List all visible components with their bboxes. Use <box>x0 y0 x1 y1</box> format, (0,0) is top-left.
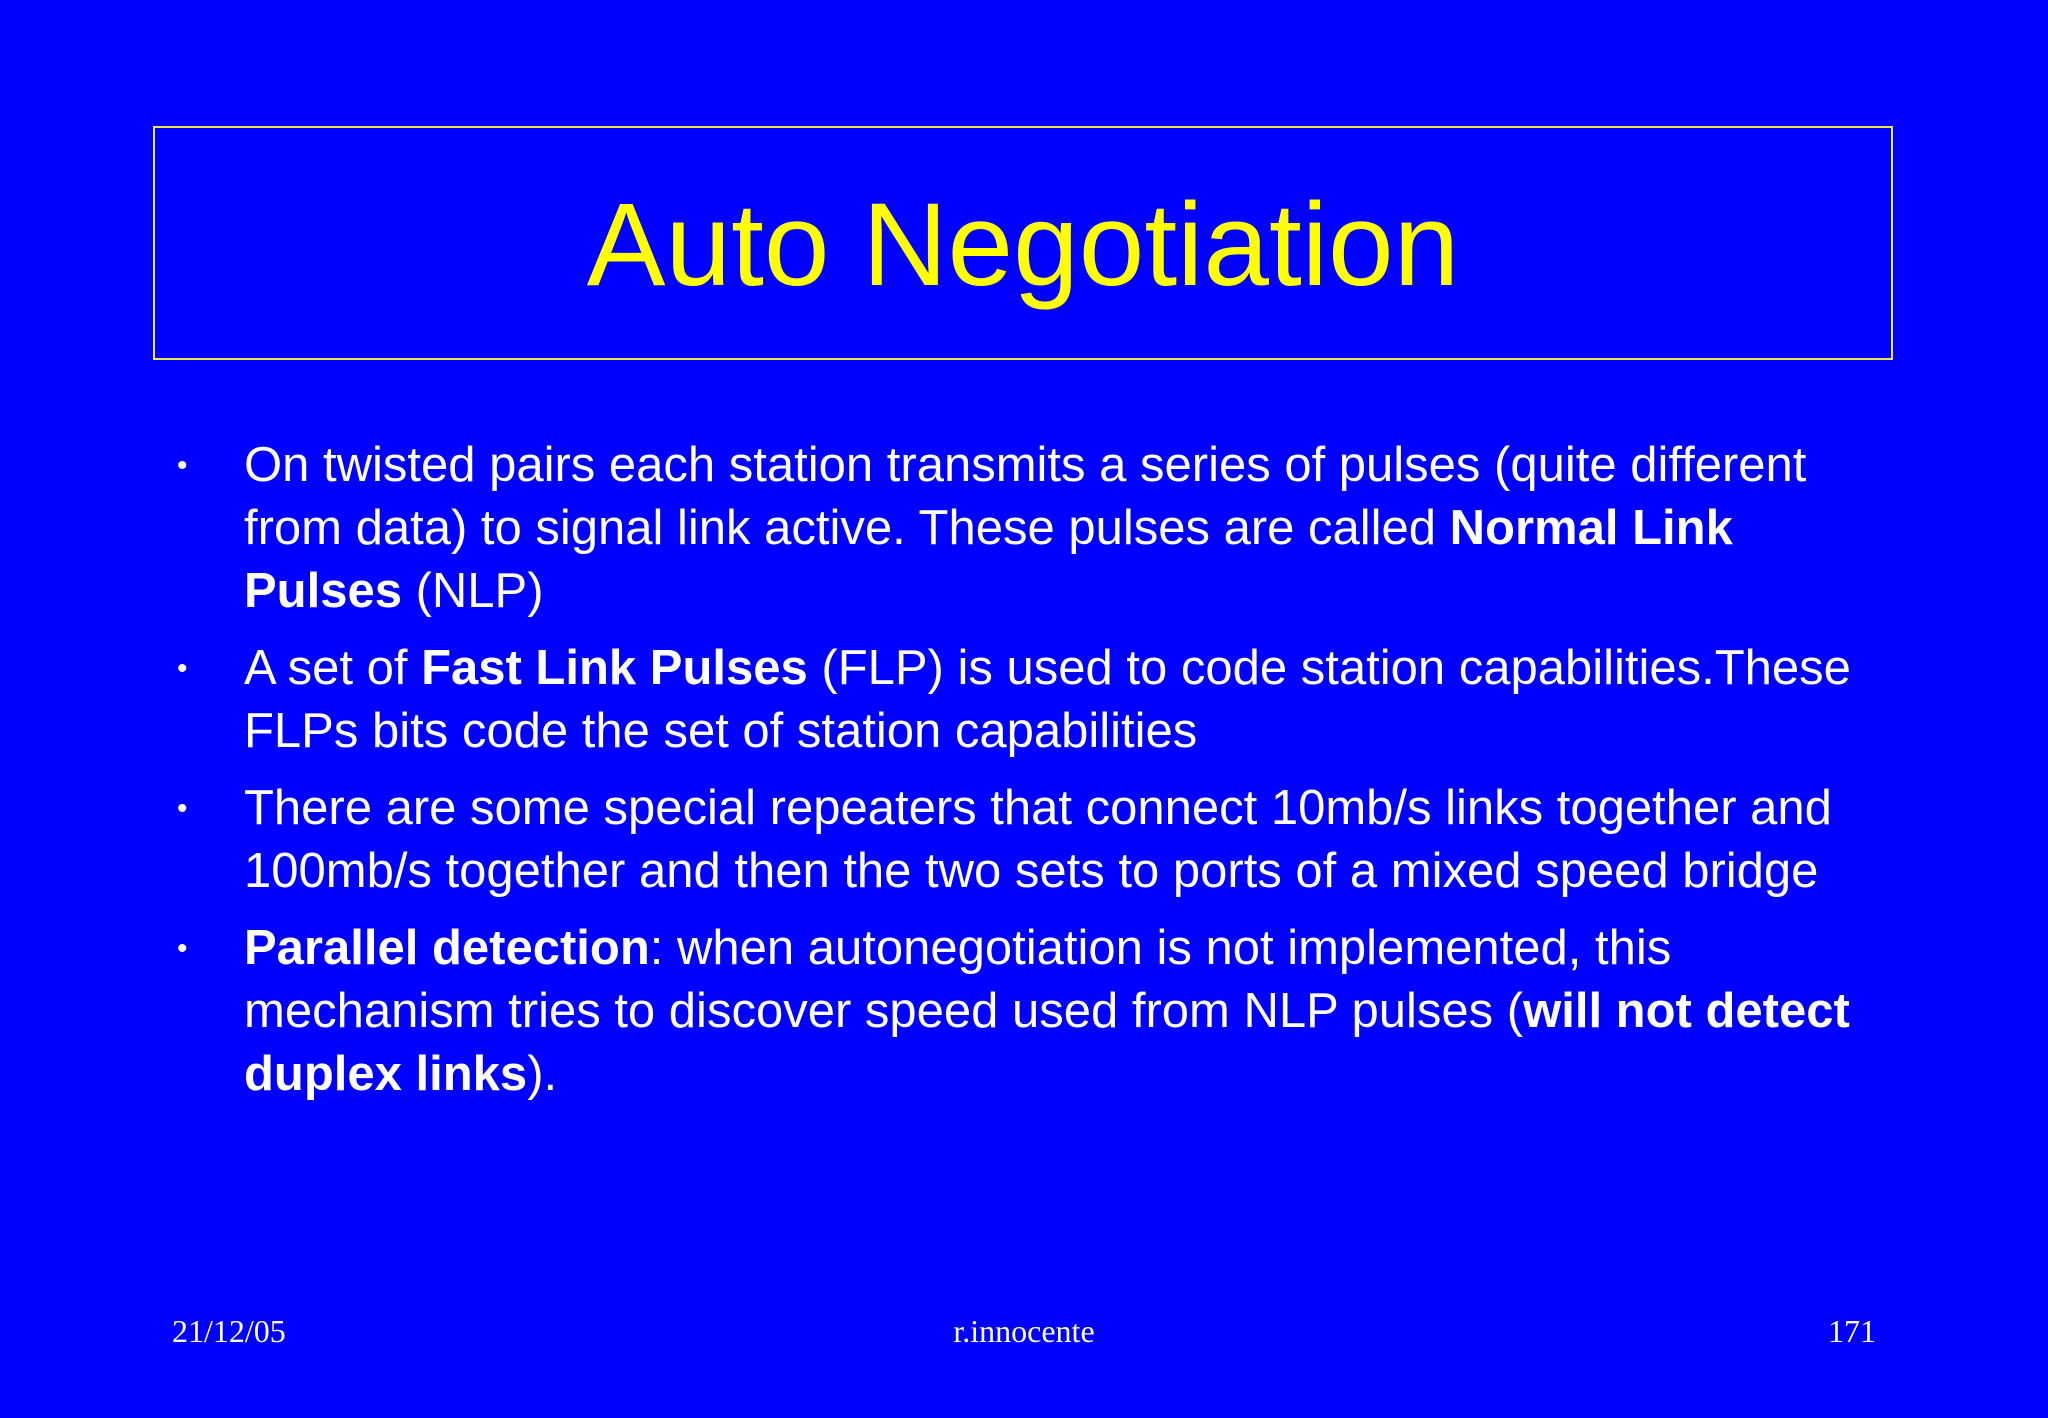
bullet-text-bold: Parallel detection <box>244 921 650 975</box>
bullet-item <box>170 637 1870 763</box>
bullet-item <box>170 917 1870 1106</box>
bullet-item <box>170 434 1870 623</box>
bullet-text <box>244 921 1850 1101</box>
bullet-text <box>244 641 1851 758</box>
title-box <box>153 126 1893 360</box>
bullet-text-bold: Fast Link Pulses <box>421 641 808 695</box>
bullet-list <box>170 434 1870 1120</box>
footer-date: 21/12/05 <box>172 1313 286 1349</box>
bullet-item <box>170 777 1870 903</box>
bullet-text-segment: (NLP) <box>401 564 544 618</box>
slide-title: Auto Negotiation <box>586 179 1460 311</box>
bullet-icon: • <box>177 932 188 965</box>
footer-page-number: 171 <box>1828 1313 1876 1349</box>
bullet-text <box>244 438 1806 618</box>
bullet-text-segment: On twisted pairs each station transmits a series of pulses (quite different from data) to signal link active. These pulses are called <box>244 438 1807 555</box>
bullet-text-bold: will not detect duplex links <box>244 984 1850 1101</box>
bullet-text-segment: ). <box>527 1047 558 1101</box>
bullet-text-segment: There are some special repeaters that connect 10mb/s links together and 100mb/s together and then the two sets to ports of a mixed speed bridge <box>244 781 1832 898</box>
bullet-icon: • <box>177 792 188 825</box>
bullet-text-bold: Normal Link Pulses <box>244 501 1733 618</box>
bullet-text <box>244 781 1832 898</box>
bullet-icon: • <box>177 652 188 685</box>
bullet-text-segment: A set of <box>244 641 422 695</box>
bullet-icon: • <box>177 449 188 482</box>
footer-author: r.innocente <box>953 1313 1095 1349</box>
bullet-text-segment: (FLP) is used to code station capabilities.These FLPs bits code the set of station capabilities <box>244 641 1851 758</box>
bullet-text-segment: : when autonegotiation is not implemented, this mechanism tries to discover speed used from NLP pulses ( <box>244 921 1672 1038</box>
